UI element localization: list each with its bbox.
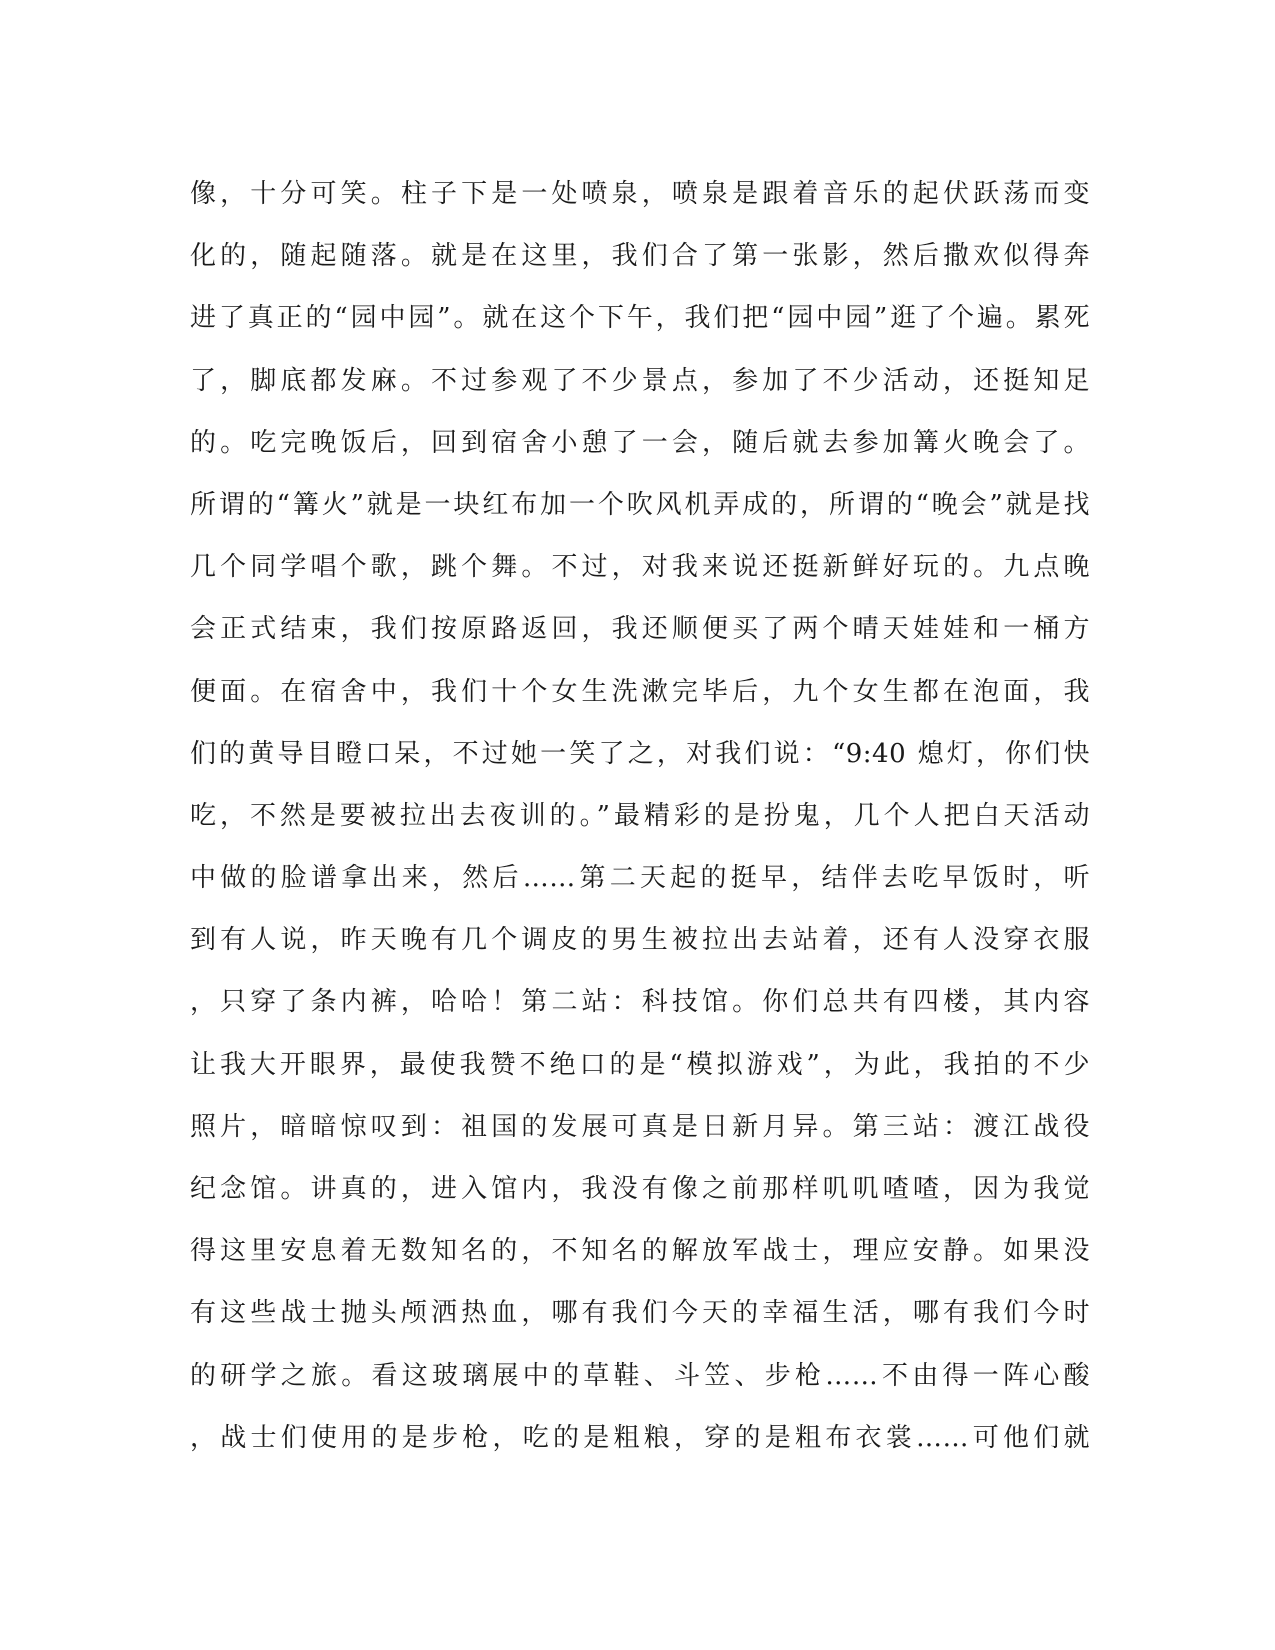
text-line: 像，十分可笑。柱子下是一处喷泉，喷泉是跟着音乐的起伏跃荡而变: [190, 179, 1090, 209]
text-line: ，战士们使用的是步枪，吃的是粗粮，穿的是粗布衣裳……可他们就: [190, 1422, 1090, 1453]
text-line: 照片，暗暗惊叹到：祖国的发展可真是日新月异。第三站：渡江战役: [190, 1111, 1090, 1142]
text-line: 所谓的“篝火”就是一块红布加一个吹风机弄成的，所谓的“晚会”就是找: [190, 489, 1090, 520]
text-line: 到有人说，昨天晚有几个调皮的男生被拉出去站着，还有人没穿衣服: [190, 925, 1090, 956]
text-line: 化的，随起随落。就是在这里，我们合了第一张影，然后撒欢似得奔: [190, 241, 1090, 272]
text-line: 让我大开眼界，最使我赞不绝口的是“模拟游戏”，为此，我拍的不少: [190, 1049, 1090, 1080]
text-line: 得这里安息着无数知名的，不知名的解放军战士，理应安静。如果没: [190, 1236, 1090, 1267]
text-line: 进了真正的“园中园”。就在这个下午，我们把“园中园”逛了个遍。累死: [190, 303, 1090, 334]
text-line: 的研学之旅。看这玻璃展中的草鞋、斗笠、步枪……不由得一阵心酸: [190, 1360, 1090, 1391]
text-line: ，只穿了条内裤，哈哈！第二站：科技馆。你们总共有四楼，其内容: [190, 987, 1090, 1018]
body-text: [190, 163, 1090, 1469]
text-line: 几个同学唱个歌，跳个舞。不过，对我来说还挺新鲜好玩的。九点晚: [190, 552, 1090, 583]
text-line: 了，脚底都发麻。不过参观了不少景点，参加了不少活动，还挺知足: [190, 365, 1090, 396]
text-line: 便面。在宿舍中，我们十个女生洗漱完毕后，九个女生都在泡面，我: [190, 676, 1090, 707]
text-line: 的。吃完晚饭后，回到宿舍小憩了一会，随后就去参加篝火晚会了。: [190, 427, 1090, 458]
text-line: 中做的脸谱拿出来，然后……第二天起的挺早，结伴去吃早饭时，听: [190, 863, 1090, 894]
text-line: 们的黄导目瞪口呆，不过她一笑了之，对我们说：“9:40 熄灯，你们快: [190, 738, 1090, 769]
text-line: 有这些战士抛头颅洒热血，哪有我们今天的幸福生活，哪有我们今时: [190, 1298, 1090, 1329]
text-line: 纪念馆。讲真的，进入馆内，我没有像之前那样叽叽喳喳，因为我觉: [190, 1174, 1090, 1204]
text-line: 会正式结束，我们按原路返回，我还顺便买了两个晴天娃娃和一桶方: [190, 614, 1090, 645]
text-line: 吃，不然是要被拉出去夜训的。”最精彩的是扮鬼，几个人把白天活动: [190, 800, 1090, 831]
